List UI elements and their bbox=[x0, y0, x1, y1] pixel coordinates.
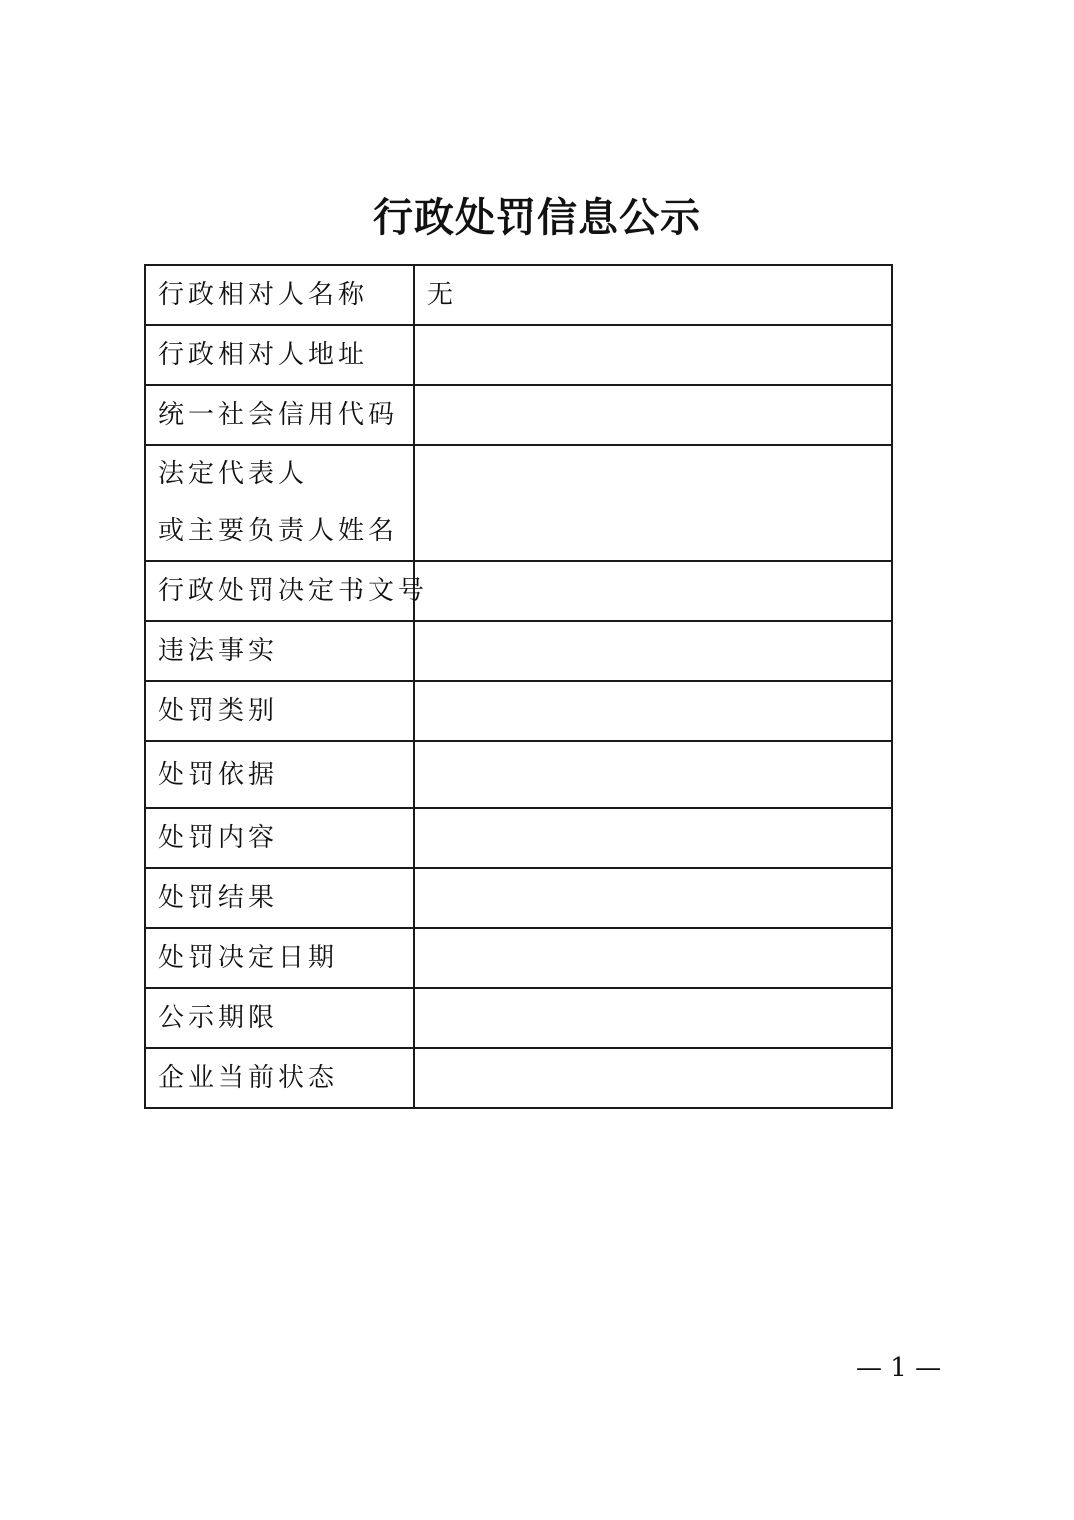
row-label-line-2: 或主要负责人姓名 bbox=[158, 516, 399, 546]
row-label-penalty-result: 处罚结果 bbox=[145, 868, 414, 928]
row-value-credit-code bbox=[414, 385, 892, 445]
row-value-penalty-category bbox=[414, 681, 892, 741]
row-value-party-name: 无 bbox=[414, 265, 892, 325]
row-value-decision-number bbox=[414, 561, 892, 621]
table-row bbox=[145, 868, 892, 928]
row-label-legal-representative bbox=[145, 445, 414, 561]
row-value-decision-date bbox=[414, 928, 892, 988]
row-value-violation-facts bbox=[414, 621, 892, 681]
table-row bbox=[145, 385, 892, 445]
row-value-publicity-period bbox=[414, 988, 892, 1048]
row-value-penalty-content bbox=[414, 808, 892, 868]
table-row bbox=[145, 561, 892, 621]
row-label-publicity-period: 公示期限 bbox=[145, 988, 414, 1048]
table-row bbox=[145, 1048, 892, 1108]
table-row bbox=[145, 265, 892, 325]
table-row bbox=[145, 621, 892, 681]
table-row bbox=[145, 808, 892, 868]
table-row bbox=[145, 928, 892, 988]
row-value-legal-representative bbox=[414, 445, 892, 561]
row-value-party-address bbox=[414, 325, 892, 385]
row-value-penalty-result bbox=[414, 868, 892, 928]
row-label-party-name: 行政相对人名称 bbox=[145, 265, 414, 325]
row-label-penalty-content: 处罚内容 bbox=[145, 808, 414, 868]
row-label-party-address: 行政相对人地址 bbox=[145, 325, 414, 385]
row-value-penalty-basis bbox=[414, 741, 892, 808]
table-row bbox=[145, 445, 892, 561]
row-label-decision-number: 行政处罚决定书文号 bbox=[145, 561, 414, 621]
row-label-decision-date: 处罚决定日期 bbox=[145, 928, 414, 988]
row-label-penalty-basis: 处罚依据 bbox=[145, 741, 414, 808]
row-value-enterprise-status bbox=[414, 1048, 892, 1108]
row-label-violation-facts: 违法事实 bbox=[145, 621, 414, 681]
page-number: — 1 — bbox=[856, 1353, 942, 1383]
table-row bbox=[145, 681, 892, 741]
page-title: 行政处罚信息公示 bbox=[373, 194, 701, 241]
row-label-line-1: 法定代表人 bbox=[158, 459, 309, 489]
row-label-penalty-category: 处罚类别 bbox=[145, 681, 414, 741]
table-row bbox=[145, 741, 892, 808]
table-row bbox=[145, 325, 892, 385]
penalty-info-table bbox=[144, 264, 893, 1109]
row-label-credit-code: 统一社会信用代码 bbox=[145, 385, 414, 445]
row-label-enterprise-status: 企业当前状态 bbox=[145, 1048, 414, 1108]
table-row bbox=[145, 988, 892, 1048]
